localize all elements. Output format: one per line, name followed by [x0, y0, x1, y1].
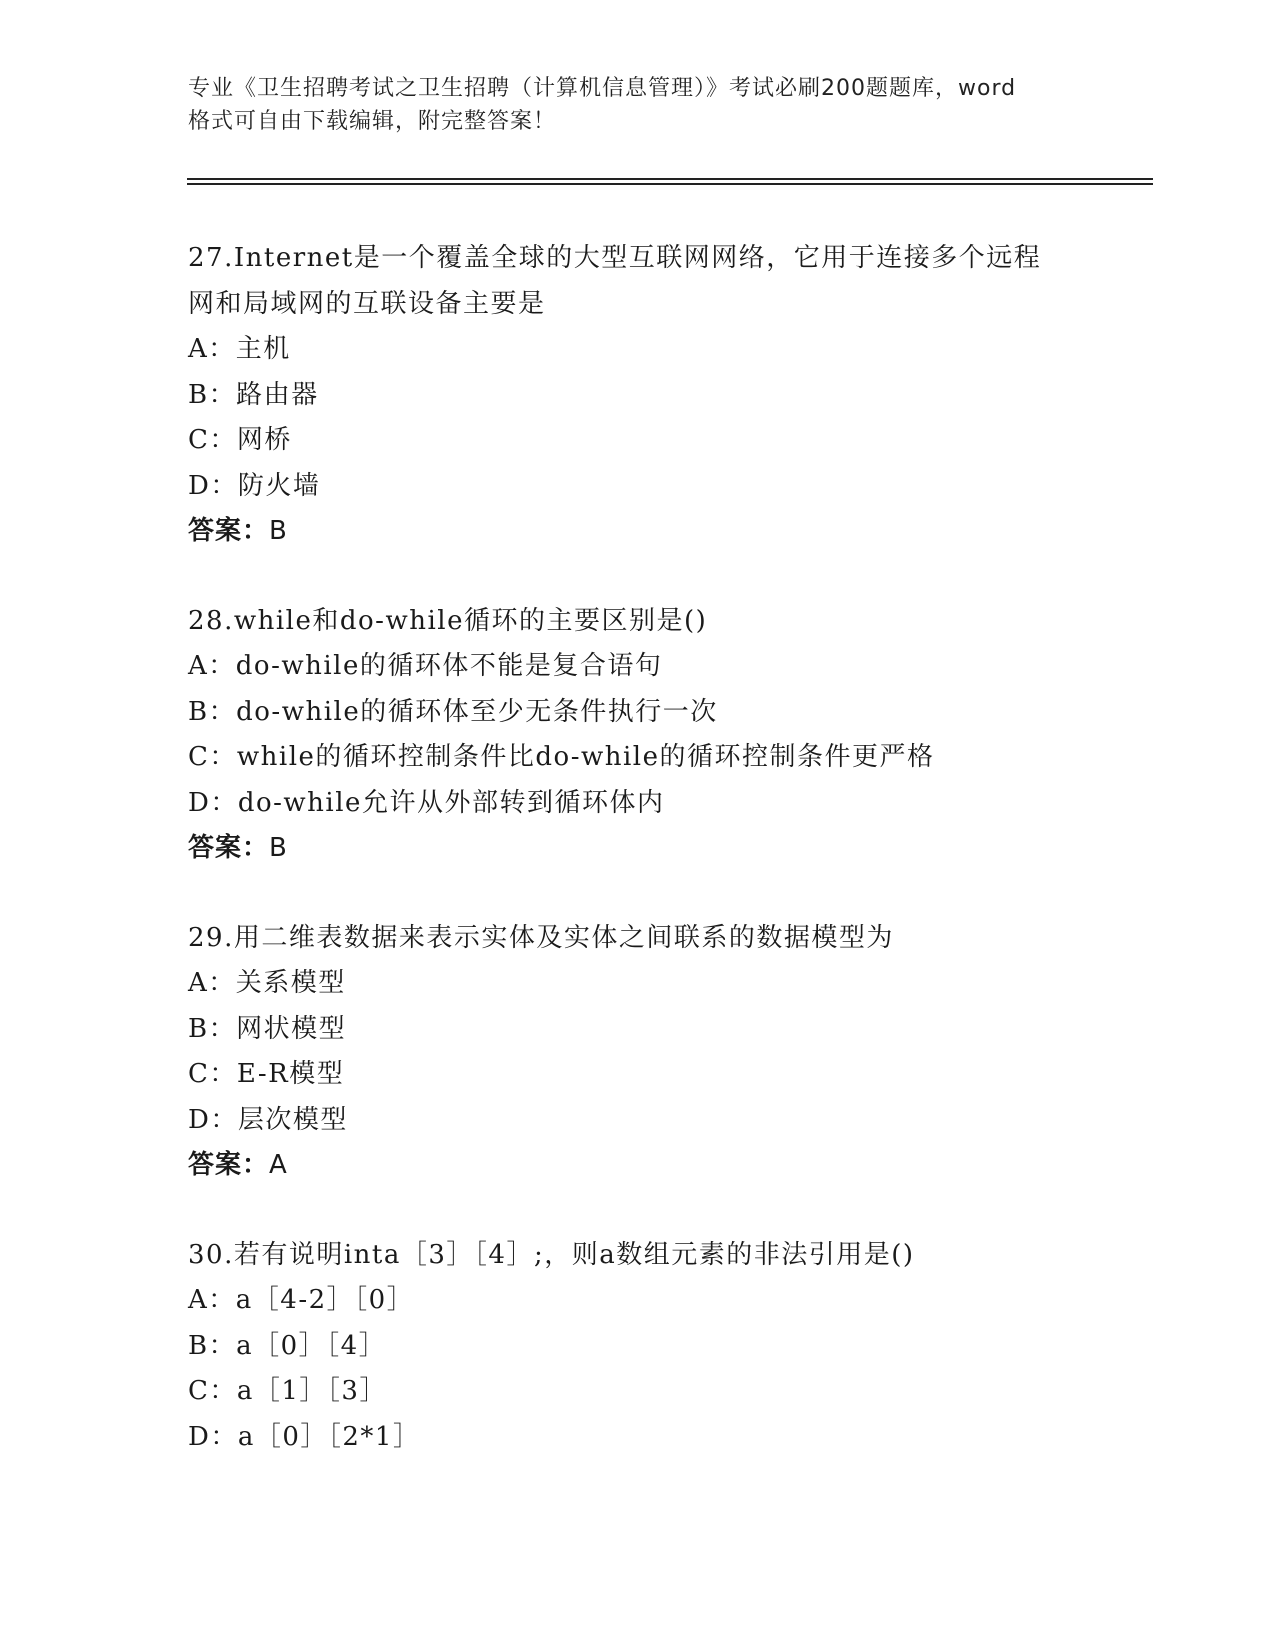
- question-27: [188, 236, 1088, 555]
- header-line-2: 格式可自由下载编辑，附完整答案！: [188, 109, 557, 134]
- answer-label: 答案：: [188, 1150, 270, 1180]
- answer-label: 答案：: [188, 833, 270, 863]
- option-c: C：网桥: [188, 425, 292, 455]
- question-text: 28.while和do-while循环的主要区别是(): [188, 605, 708, 636]
- question-29: [188, 916, 1088, 1189]
- answer-line: [188, 1143, 1088, 1189]
- option-d: D：层次模型: [188, 1104, 348, 1135]
- answer-value: A: [269, 1150, 288, 1180]
- question-text: 29.用二维表数据来表示实体及实体之间联系的数据模型为: [188, 922, 894, 953]
- option-d: D：a［0］［2*1］: [188, 1421, 421, 1452]
- option-b: B：a［0］［4］: [188, 1330, 387, 1361]
- answer-value: B: [269, 833, 288, 863]
- option-b: B：网状模型: [188, 1013, 347, 1044]
- answer-line: [188, 509, 1088, 555]
- option-b: B：路由器: [188, 379, 319, 410]
- option-c: C：E-R模型: [188, 1059, 345, 1089]
- option-d: D：防火墙: [188, 470, 321, 501]
- question-30: [188, 1233, 1088, 1461]
- header-line-1: 专业《卫生招聘考试之卫生招聘（计算机信息管理）》考试必刷200题题库，word: [188, 76, 1017, 101]
- option-a: A：主机: [188, 334, 291, 364]
- header-divider-top: [187, 178, 1153, 180]
- option-b: B：do-while的循环体至少无条件执行一次: [188, 696, 718, 727]
- answer-value: B: [269, 516, 288, 546]
- option-c: C：while的循环控制条件比do-while的循环控制条件更严格: [188, 742, 935, 772]
- question-text: 27.Internet是一个覆盖全球的大型互联网网络，它用于连接多个远程 网和局域网的互联设备主要是: [188, 243, 1042, 319]
- option-d: D：do-while允许从外部转到循环体内: [188, 787, 665, 818]
- option-a: A：a［4-2］［0］: [188, 1285, 415, 1315]
- answer-label: 答案：: [188, 516, 270, 546]
- option-c: C：a［1］［3］: [188, 1376, 387, 1406]
- header-divider-bottom: [187, 183, 1153, 185]
- question-list: [188, 236, 1088, 1504]
- document-header: [188, 72, 1088, 138]
- question-28: [188, 599, 1088, 872]
- option-a: A：关系模型: [188, 968, 346, 998]
- option-a: A：do-while的循环体不能是复合语句: [188, 651, 663, 681]
- answer-line: [188, 826, 1088, 872]
- question-text: 30.若有说明inta［3］［4］;，则a数组元素的非法引用是(): [188, 1239, 915, 1270]
